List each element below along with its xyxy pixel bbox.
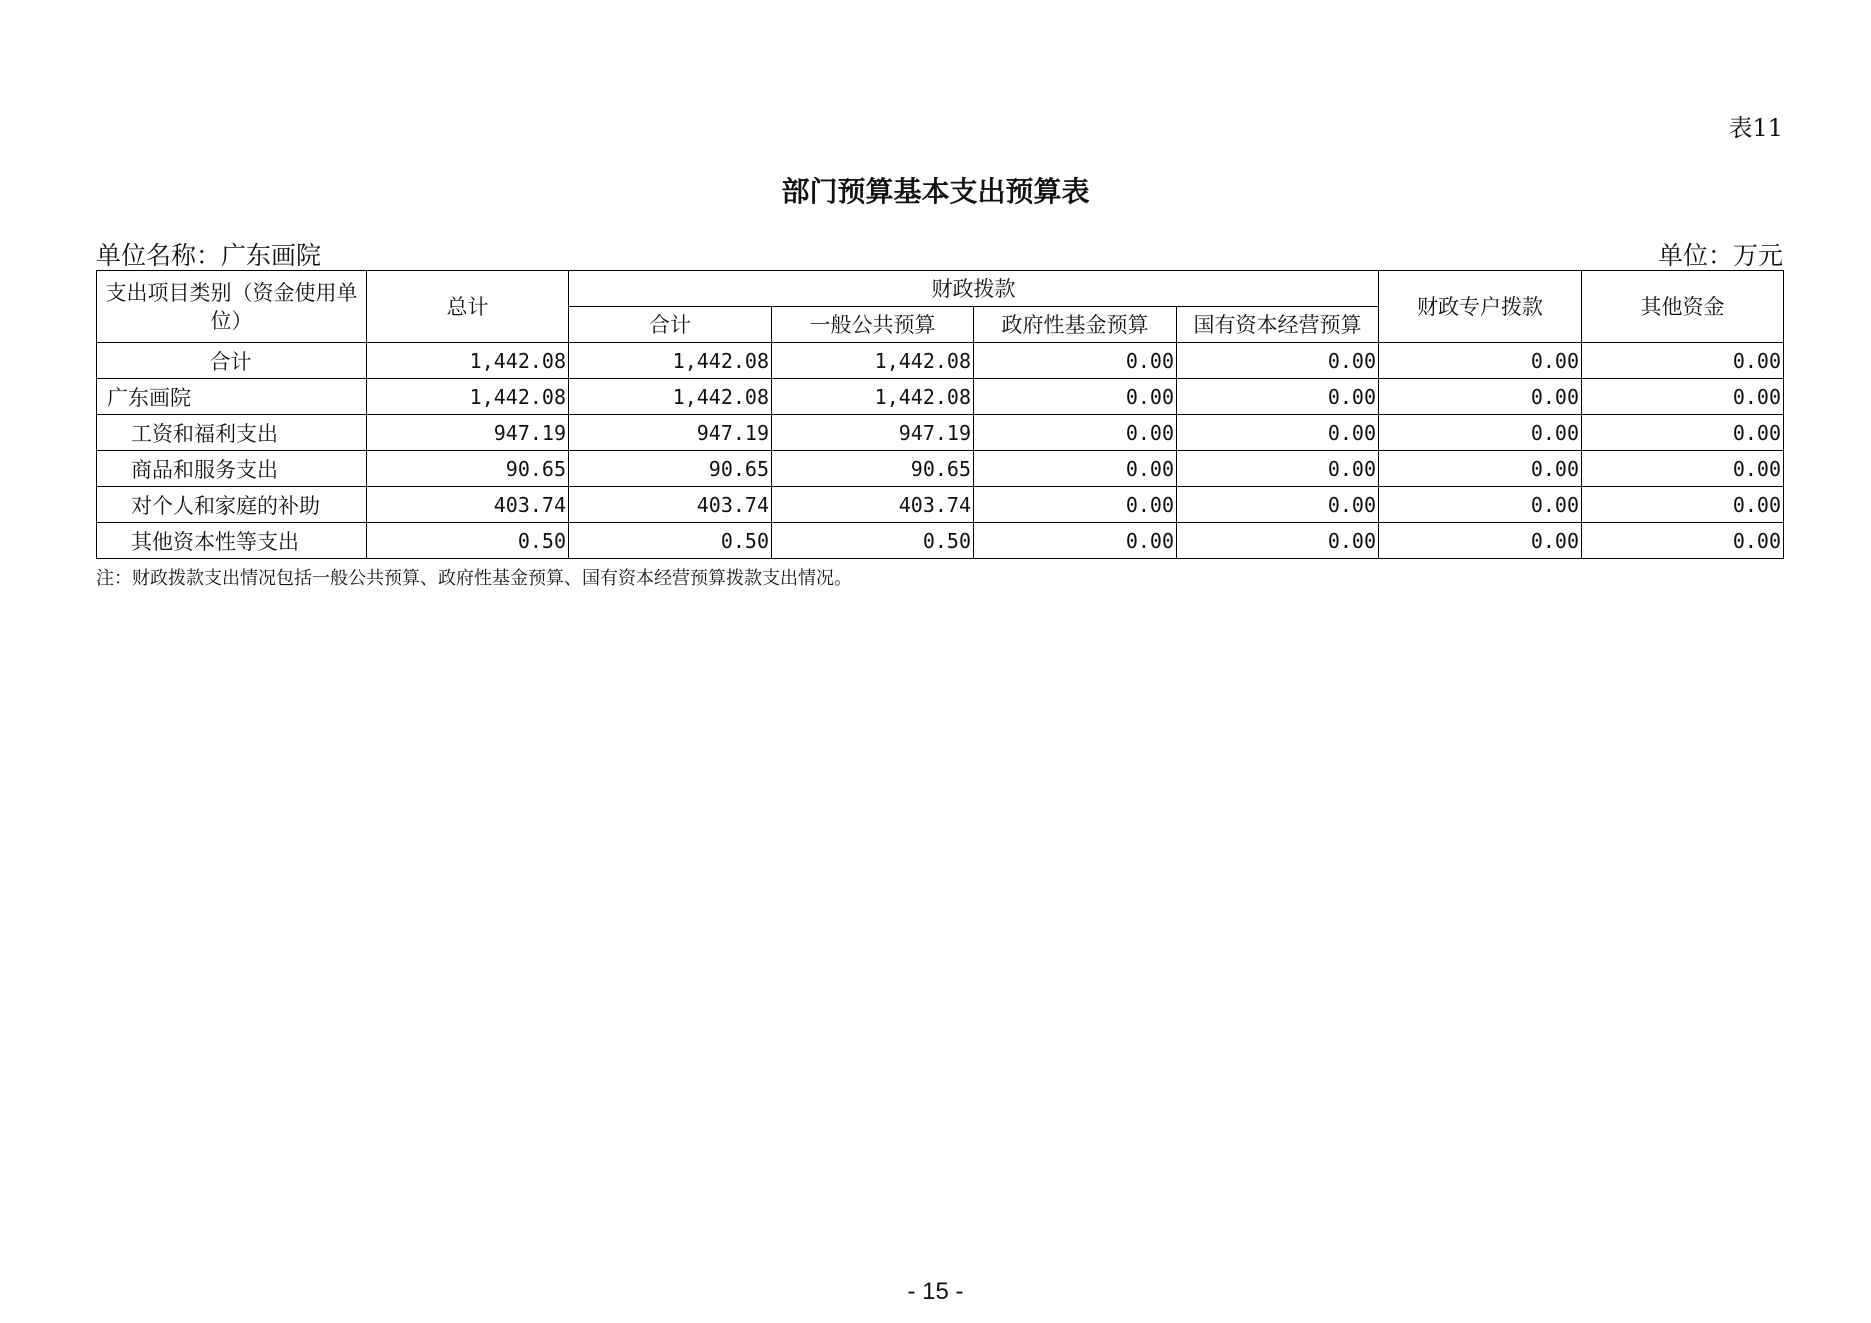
row-value: 403.74 (569, 487, 772, 523)
row-value: 0.00 (1177, 487, 1379, 523)
row-value: 0.00 (1582, 523, 1784, 559)
row-value: 0.00 (974, 451, 1177, 487)
row-label: 广东画院 (97, 379, 367, 415)
row-value: 403.74 (367, 487, 569, 523)
row-value: 90.65 (772, 451, 974, 487)
row-value: 0.00 (974, 343, 1177, 379)
row-value: 1,442.08 (569, 379, 772, 415)
unit-name: 单位名称：广东画院 (96, 241, 322, 270)
header-category: 支出项目类别（资金使用单位） (97, 271, 367, 343)
row-value: 0.00 (1582, 487, 1784, 523)
page-title: 部门预算基本支出预算表 (781, 175, 1090, 208)
page-number: - 15 - (907, 1278, 964, 1305)
unit-label: 单位：万元 (1657, 241, 1783, 270)
table-row (97, 343, 1784, 379)
header-total: 总计 (367, 271, 569, 343)
header-general-budget: 一般公共预算 (772, 307, 974, 343)
row-value: 403.74 (772, 487, 974, 523)
footnote: 注：财政拨款支出情况包括一般公共预算、政府性基金预算、国有资本经营预算拨款支出情况。 (96, 568, 852, 589)
table-row (97, 415, 1784, 451)
row-value: 0.00 (1177, 379, 1379, 415)
row-value: 0.00 (974, 487, 1177, 523)
header-state-capital: 国有资本经营预算 (1177, 307, 1379, 343)
table-row (97, 523, 1784, 559)
row-value: 0.00 (1379, 343, 1582, 379)
header-special: 财政专户拨款 (1379, 271, 1582, 343)
row-value: 0.00 (974, 379, 1177, 415)
budget-table (96, 270, 1784, 559)
row-value: 947.19 (569, 415, 772, 451)
row-value: 0.00 (1582, 379, 1784, 415)
row-value: 0.00 (1177, 523, 1379, 559)
row-value: 90.65 (569, 451, 772, 487)
row-value: 1,442.08 (772, 343, 974, 379)
table-number: 表11 (1728, 114, 1783, 142)
row-value: 0.00 (1582, 415, 1784, 451)
row-value: 0.00 (974, 415, 1177, 451)
header-gov-fund: 政府性基金预算 (974, 307, 1177, 343)
row-value: 0.00 (1379, 379, 1582, 415)
header-fiscal-sum: 合计 (569, 307, 772, 343)
row-value: 90.65 (367, 451, 569, 487)
row-value: 0.00 (1177, 415, 1379, 451)
row-value: 1,442.08 (569, 343, 772, 379)
row-value: 0.50 (367, 523, 569, 559)
unit-row (96, 236, 1783, 272)
row-value: 0.00 (974, 523, 1177, 559)
table-row (97, 379, 1784, 415)
row-label: 工资和福利支出 (97, 415, 367, 451)
row-value: 0.00 (1379, 523, 1582, 559)
row-value: 1,442.08 (772, 379, 974, 415)
row-value: 0.00 (1379, 415, 1582, 451)
row-value: 947.19 (772, 415, 974, 451)
row-label: 对个人和家庭的补助 (97, 487, 367, 523)
row-value: 0.00 (1177, 451, 1379, 487)
row-label: 商品和服务支出 (97, 451, 367, 487)
row-value: 0.00 (1582, 451, 1784, 487)
table-row (97, 487, 1784, 523)
header-fiscal: 财政拨款 (569, 271, 1379, 307)
row-value: 1,442.08 (367, 379, 569, 415)
table-row (97, 451, 1784, 487)
row-value: 0.50 (569, 523, 772, 559)
row-value: 0.00 (1379, 487, 1582, 523)
row-value: 0.00 (1582, 343, 1784, 379)
row-label: 其他资本性等支出 (97, 523, 367, 559)
row-value: 1,442.08 (367, 343, 569, 379)
row-value: 0.00 (1379, 451, 1582, 487)
row-value: 0.50 (772, 523, 974, 559)
row-label: 合计 (97, 343, 367, 379)
row-value: 947.19 (367, 415, 569, 451)
header-other: 其他资金 (1582, 271, 1784, 343)
row-value: 0.00 (1177, 343, 1379, 379)
